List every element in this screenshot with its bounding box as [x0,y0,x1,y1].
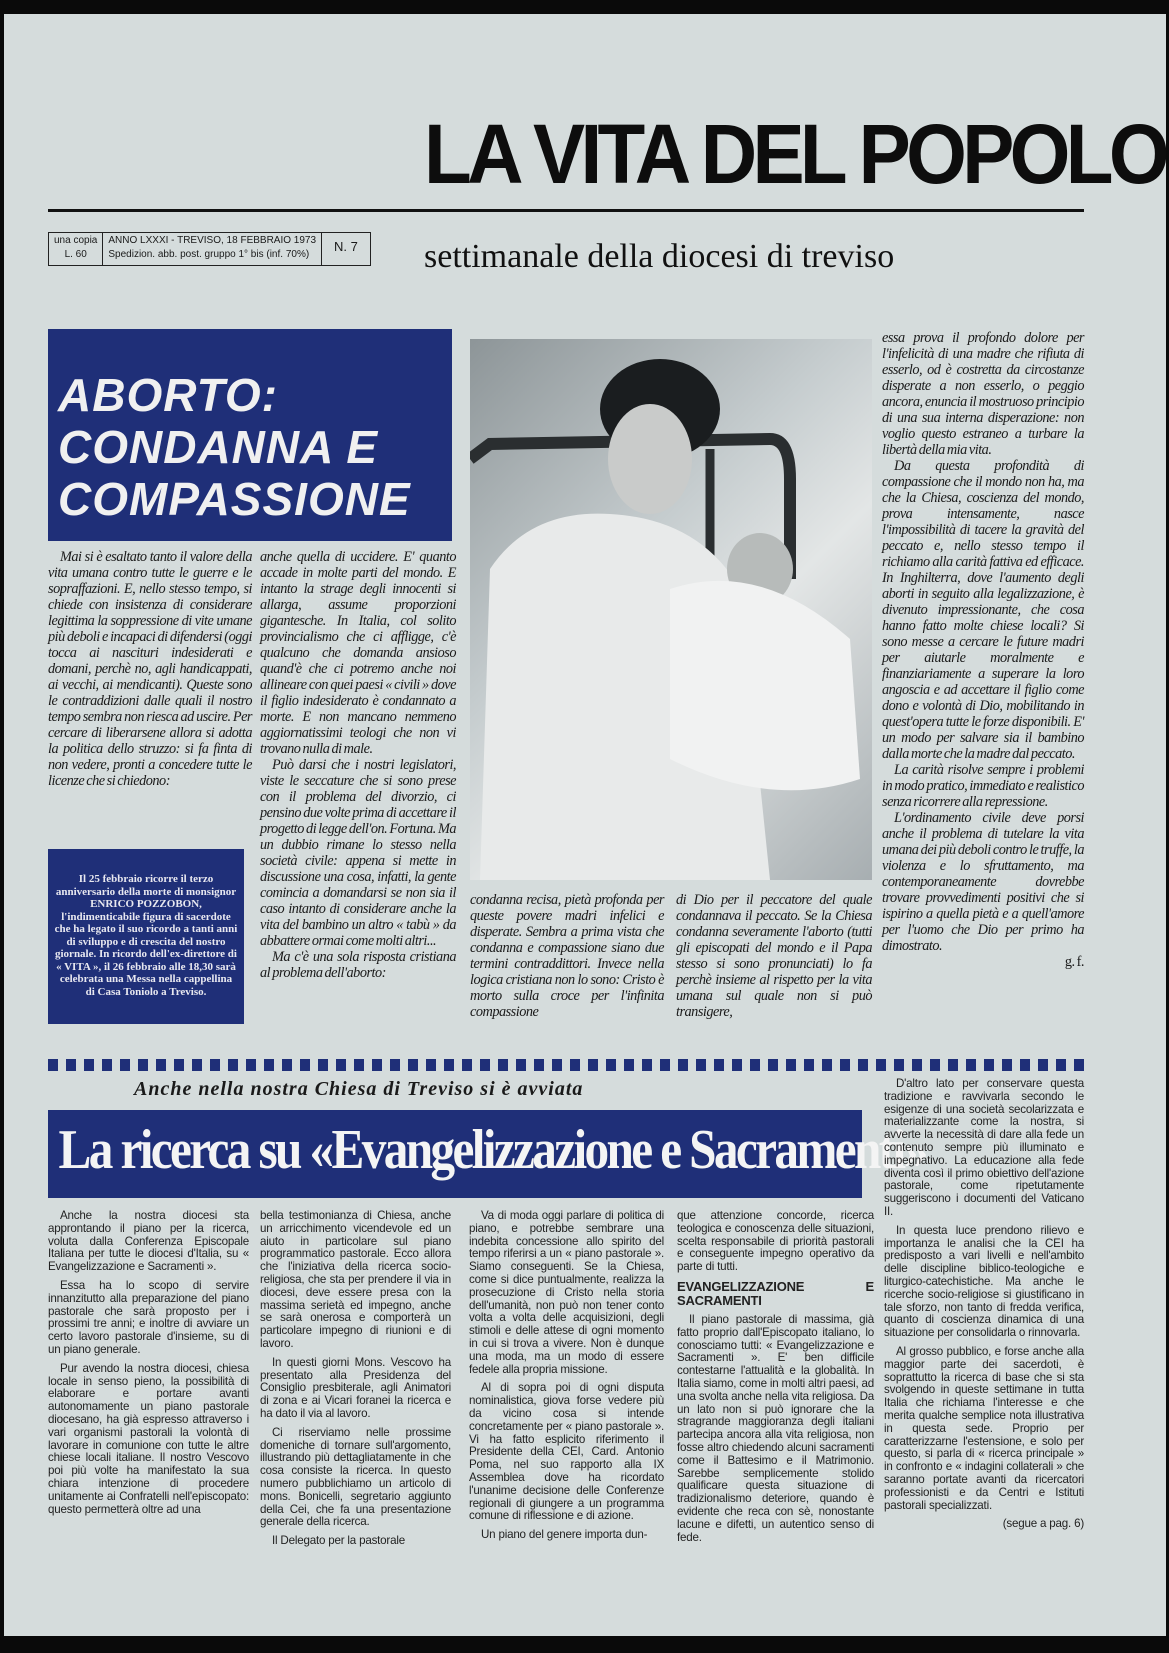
lead-column-4 [676,892,872,1020]
paragraph: La carità risolve sempre i problemi in modo pratico, immediato e realistico senza ricorrere alla repressione. [882,762,1084,810]
paragraph: Al di sopra poi di ogni disputa nominalistica, giova forse vedere più da vicino cosa si intende concretamente per « piano pastorale ». Vi ha fatto esplicito riferimento il Presidente della CEI, Card. Antonio Poma, nel suo rapporto alla IX Assemblea dove ha ricordato l'unanime decisione delle Conferenze regionali di giungere a un programma comune di riflessione e di azione. [469,1381,664,1523]
masthead-subtitle: settimanale della diocesi di treviso [424,238,895,275]
signature: g. f. [1064,954,1084,970]
paragraph: Ci riserviamo nelle prossime domeniche di tornare sull'argomento, illustrando più dettagliatamente in che cosa consiste la ricerca. In questo numero pubblichiamo un articolo di mons. Bonicelli, segretario aggiunto della Cei, che fa una presentazione generale della ricerca. [260,1425,451,1529]
masthead-title: LA VITA DEL POPOLO [424,107,1165,201]
issue-cell [103,233,322,265]
price-cell [49,233,103,265]
masthead-rule [48,209,1084,212]
paragraph: que attenzione concorde, ricerca teologica e conoscenza delle situazioni, scelta responsabile di priorità pastorali e conseguente impegno operativo da parte di tutti. [677,1209,874,1274]
lead-headline-box [48,329,452,541]
memorial-notice: Il 25 febbraio ricorre il terzo anniversario della morte di monsignor ENRICO POZZOBON, l'indimenticabile figura di sacerdote che ha legato il suo ricordo a tanti anni di sviluppo e di crescita del nostro giornale. In ricordo dell'ex-direttore di « VITA », il 26 febbraio alle 18,30 sarà celebrata una Messa nella cappellina di Casa Toniolo a Treviso. [48,849,244,1024]
paragraph: D'altro lato per conservare questa tradizione e ravvivarla secondo le esigenze di una società secolarizzata e materializzante come la nostra, si avverte la necessità di dare alla fede un contenuto sempre più illuminato e impegnativo. La educazione alla fede diventa così il primo obiettivo dell'azione pastorale, come ripetutamente suggeriscono i documenti del Vaticano II. [884,1077,1084,1218]
paragraph: Al grosso pubblico, e forse anche alla maggior parte dei sacerdoti, è soprattutto la ricerca di base che si sta svolgendo in queste settimane in tutta Italia che richiama l'interesse e che merita qualche semplice nota illustrativa in questa sede. Proprio per caratterizzarne l'estensione, e solo per questo, si parla di « ricerca principale » in confronto e « indagini collaterali » che saranno portate avanti da ricercatori professionisti e da Centri e Istituti pastorali specializzati. [884,1344,1084,1512]
photo-mother-and-baby [470,339,872,880]
author-line: Il Delegato per la pastorale [272,1534,405,1548]
paragraph: Il piano pastorale di massima, già fatto proprio dall'Episcopato italiano, lo conosciamo tutti: « Evangelizzazione e Sacramenti ». E' ben difficile contestarne l'attualità e la globalità. In Italia siamo, come in molti altri paesi, ad una svolta anche nella vita religiosa. Da un lato non si può ignorare che la stragrande maggioranza degli italiani partecipa ancora alla vita religiosa, non fosse altro chiedendo alcuni sacramenti come il Battesimo e il Matrimonio. Sarebbe semplicemente stolido qualificare questa situazione di tradizionalismo deteriore, quando è evidente che reca con sè, nonostante lacune e difetti, un autentico senso di fede. [677,1312,874,1544]
paragraph: Un piano del genere importa dun- [481,1528,648,1542]
paragraph: In questi giorni Mons. Vescovo ha presentato alla Presidenza del Consiglio presbiterale, agli Animatori di zona e ai Vicari foranei la ricerca e ha dato il via al lavoro. [260,1355,451,1420]
second-kicker: Anche nella nostra Chiesa di Treviso si è avviata [134,1078,584,1100]
continued-note: (segue a pag. 6) [1002,1517,1084,1531]
paragraph: Essa ha lo scopo di servire innanzitutto alla preparazione del piano pastorale che sarà proposto per i prossimi tre anni; e inoltre di avviare un certo lavoro pastorale d'insieme, su di un piano generale. [48,1278,249,1356]
decorative-divider [48,1059,1084,1071]
price: L. 60 [64,249,87,260]
second-column-5 [884,1078,1084,1531]
second-headline: La ricerca su «Evangelizzazione e Sacramenti» [58,1119,926,1181]
paragraph: Pur avendo la nostra diocesi, chiesa locale in senso pieno, la possibilità di elaborare e portare avanti autonomamente un piano pastorale diocesano, ha già espresso attraverso i vari organismi pastorali la volontà di lavorare in comunione con tutte le altre chiese locali italiane. Il nostro Vescovo poi più volte ha manifestato la sua chiara intenzione di procedere unitamente ai Confratelli nell'episcopato: questo permetterà oltre ad una [48,1361,249,1516]
paragraph: Va di moda oggi parlare di politica di piano, e potrebbe sembrare una indebita concessione allo spirito del tempo riferirsi a un « piano pastorale ». Siamo conseguenti. Se la Chiesa, come si dice puntualmente, realizza la prosecuzione di Cristo nella storia dell'umanità, non può non tener conto volta a volta delle acquisizioni, degli stimoli e delle attese di ogni momento in cui si trova a vivere. Non è dunque una moda, ma un modo di essere fedele alla propria missione. [469,1209,664,1376]
second-column-3 [469,1210,664,1548]
issue-number: N. 7 [334,239,358,254]
second-column-4 [677,1210,874,1550]
lead-column-2 [260,549,456,981]
paragraph: di Dio per il peccatore del quale condannava il peccato. Se la Chiesa condanna severamente l'aborto (tutti gli episcopati del mondo e il Papa stesso si sono pronunciati) lo fa perchè insieme al rispetto per la vita umana sul quale non si può transigere, [676,892,872,1020]
newspaper-page [4,14,1166,1636]
paragraph: Ma c'è una sola risposta cristiana al problema dell'aborto: [260,949,456,981]
paragraph: Anche la nostra diocesi sta approntando il piano per la ricerca, voluta dalla Conferenza Episcopale Italiana per tutte le diocesi d'Italia, su « Evangelizzazione e Sacramenti ». [48,1209,249,1274]
second-column-1 [48,1210,249,1522]
paragraph: essa prova il profondo dolore per l'infelicità di una madre che rifiuta di esserlo, od è costretta da circostanze disperate a non esserlo, o peggio ancora, enuncia il mostruoso principio di una sua interna disperazione: non voglio questo estraneo a turbare la libertà della mia vita. [882,330,1084,458]
lead-column-3 [470,892,664,1020]
paragraph: anche quella di uccidere. E' quanto accade in molte parti del mondo. E intanto la strage degli innocenti si allarga, assume proporzioni gigantesche. In Italia, col solito provincialismo che ci affligge, c'è qualcuno che domanda ansioso quand'è che ci potremo anche noi allineare con quei paesi « civili » dove il figlio indesiderato è condannato a morte. E non mancano nemmeno aggiornatissimi teologi che non vi trovano nulla di male. [260,549,456,757]
paragraph: Mai si è esaltato tanto il valore della vita umana contro tutte le guerre e le sopraffazioni. E, nello stesso tempo, si chiede con insistenza di considerare legittima la soppressione di vite umane più deboli e incapaci di difendersi (oggi tocca ai nascituri indesiderati e domani, perchè no, agli handicappati, ai vecchi, ai mendicanti). Queste sono le contraddizioni dalle quali il nostro tempo sembra non riesca ad uscire. Per cercare di liberarsene allora si adotta la politica dello struzzo: si fa finta di non vedere, pronti a concedere tutte le licenze che si chiedono: [48,549,252,789]
price-label: una copia [54,235,98,246]
issue-info-box [48,232,371,266]
second-headline-box [48,1110,926,1198]
paragraph: In questa luce prendono rilievo e importanza le analisi che la CEI ha predisposto a vari livelli e nell'ambito delle discipline biblico-teologiche e liturgico-catechistiche. Ma anche le ricerche socio-religiose si giustificano in tale sforzo, non tanto di fredda verifica, quanto di coscienza dinamica di una situazione per consolidarla o rinnovarla. [884,1223,1084,1340]
paragraph: condanna recisa, pietà profonda per queste povere madri infelici e disperate. Sembra a prima vista che condanna e compassione siano due termini contraddittori. Invece nella logica cristiana non lo sono: Cristo è morto sulla croce per l'infinita compassione [470,892,664,1020]
paragraph: Da questa profondità di compassione che il mondo non ha, ma che la Chiesa, coscienza del mondo, prova intensamente, nasce l'impossibilità di tacere la gravità del peccato e, nello stesso tempo il richiamo alla carità fattiva ed efficace. In Inghilterra, dove l'aumento degli aborti in seguito alla legalizzazione, è divenuto impressionante, che cosa hanno fatto molte chiese locali? Si sono messe a cercare le future madri per aiutarle moralmente e finanziariamente a superare la loro angoscia e ad accettare il figlio come dono e volontà di Dio, mobilitando in quest'opera tutte le forze disponibili. E' un modo per salvare sia il bambino dalla morte che la madre dal peccato. [882,458,1084,762]
issue-line: ANNO LXXXI - TREVISO, 18 FEBBRAIO 1973 [108,235,317,246]
lead-column-1 [48,549,252,789]
paragraph: bella testimonianza di Chiesa, anche un arricchimento vicendevole ed un aiuto in particolare sul piano programmatico pastorale. Ecco allora che l'iniziativa della ricerca socio-religiosa, che sta per prendere il via in diocesi, deve essere presa con la massima serietà ed impegno, anche se sarà onerosa e comporterà un particolare impegno di riunioni e di lavoro. [260,1209,451,1350]
paragraph: Può darsi che i nostri legislatori, viste le seccature che si sono prese con il problema del divorzio, ci pensino due volte prima di accettare il progetto di legge dell'on. Fortuna. Ma un dubbio rimane lo stesso nella società civile: appena si mette in discussione una cosa, infatti, la gente comincia a domandarsi se non sia il caso intanto di considerare anche la vita del bambino un altro « tabù » da abbattere ormai come molti altri... [260,757,456,949]
lead-headline: ABORTO: CONDANNA E COMPASSIONE [58,369,411,525]
postal-line: Spedizion. abb. post. gruppo 1° bis (inf. 70%) [108,249,310,260]
subheading: EVANGELIZZAZIONE E SACRAMENTI [677,1278,874,1308]
lead-column-5 [882,330,1084,970]
photo-illustration [470,339,872,880]
paragraph: L'ordinamento civile deve porsi anche il problema di tutelare la vita umana dei più deboli contro le truffe, la violenza e lo sfruttamento, ma contemporaneamente dovrebbe trovare provvedimenti positivi che si ispirino a quella pietà e a quell'amore per l'uomo che Dio per primo ha dimostrato. [882,810,1084,954]
second-column-2 [260,1210,451,1554]
